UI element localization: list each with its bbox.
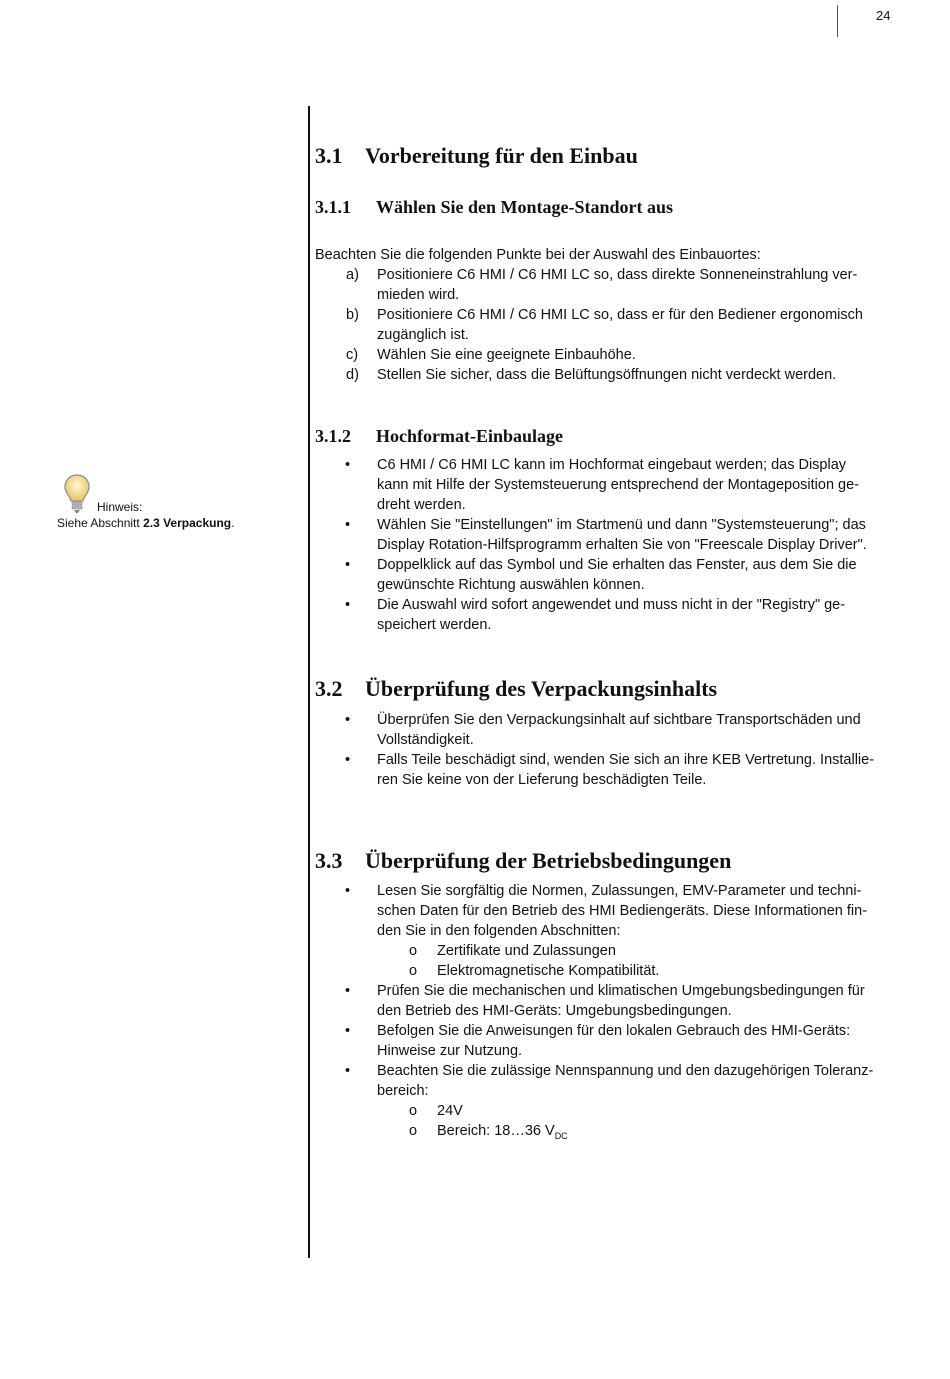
list-item [315,555,890,595]
section-3-2-heading [315,676,717,702]
note-reference: 2.3 Verpackung [143,516,232,530]
list-item [315,710,890,750]
sub-bullet-icon: o [409,963,418,979]
section-number: 3.3 [315,848,343,873]
lightbulb-icon [63,473,91,515]
list-line: gewünschte Richtung auswählen können. [377,577,645,593]
list-line: Stellen Sie sicher, dass die Belüftungsöffnungen nicht verdeckt werden. [377,367,837,383]
list-marker: c) [346,347,359,363]
list-line: Prüfen Sie die mechanischen und klimatischen Umgebungsbedingungen für [377,983,865,999]
list-line: kann mit Hilfe der Systemsteuerung entsprechend der Montageposition ge- [377,477,859,493]
list-line: Display Rotation-Hilfsprogramm erhalten Sie von "Freescale Display Driver". [377,537,867,553]
list-item [315,265,890,305]
list-line: dreht werden. [377,497,466,513]
list-item [315,365,890,385]
list-item [315,305,890,345]
sub-bullet-icon: o [409,1123,418,1139]
list-line: C6 HMI / C6 HMI LC kann im Hochformat eingebaut werden; das Display [377,457,847,473]
bullet-icon: • [345,1063,351,1079]
bullet-icon: • [345,712,351,728]
bullet-icon: • [345,1023,351,1039]
list-line: Positioniere C6 HMI / C6 HMI LC so, dass er für den Bediener ergonomisch [377,307,863,323]
section-title: Überprüfung der Betriebsbedingungen [365,848,732,873]
list-marker: b) [346,307,359,323]
list-line: Überprüfen Sie den Verpackungsinhalt auf sichtbare Transportschäden und [377,712,861,728]
section-3-1-2-heading [315,426,563,447]
list-line: Doppelklick auf das Symbol und Sie erhalten das Fenster, aus dem Sie die [377,557,857,573]
bullet-icon: • [345,752,351,768]
list-item [315,750,890,790]
bullet-icon: • [345,983,351,999]
sub-list-text: 24V [437,1103,463,1119]
note-text-prefix: Siehe Abschnitt [57,516,144,530]
sub-bullet-icon: o [409,1103,418,1119]
list-line: mieden wird. [377,287,460,303]
section-number: 3.1 [315,143,343,168]
section-3-3-heading [315,848,731,874]
sub-list-item [315,1101,890,1121]
voltage-subscript: DC [554,1130,568,1141]
list-item [315,455,890,515]
bullet-icon: • [345,597,351,613]
list-line: den Sie in den folgenden Abschnitten: [377,923,621,939]
section-title: Überprüfung des Verpackungsinhalts [365,676,718,701]
list-line: zugänglich ist. [377,327,469,343]
list-line: bereich: [377,1083,429,1099]
section-3-1-1-heading [315,197,673,218]
list-item [315,515,890,555]
sub-list-item [315,1121,890,1146]
sub-list-item [315,941,890,961]
list-item [315,881,890,981]
note-title: Hinweis: [97,500,143,514]
bullet-icon: • [345,517,351,533]
list-item [315,981,890,1021]
bullet-icon: • [345,557,351,573]
list-line: ren Sie keine von der Lieferung beschädigten Teile. [377,772,707,788]
list-line: Wählen Sie "Einstellungen" im Startmenü und dann "Systemsteuerung"; das [377,517,866,533]
list-line: Wählen Sie eine geeignete Einbauhöhe. [377,347,636,363]
section-title: Wählen Sie den Montage-Standort aus [376,197,674,217]
bullet-icon: • [345,883,351,899]
section-3-1-heading [315,143,638,169]
section-3-2-list [315,710,890,790]
sub-list-text: Elektromagnetische Kompatibilität. [437,963,660,979]
list-line: Die Auswahl wird sofort angewendet und muss nicht in der "Registry" ge- [377,597,846,613]
section-number: 3.1.2 [315,426,351,446]
section-number: 3.2 [315,676,343,701]
list-line: den Betrieb des HMI-Geräts: Umgebungsbedingungen. [377,1003,732,1019]
list-line: Vollständigkeit. [377,732,474,748]
list-marker: a) [346,267,359,283]
sub-list-item [315,961,890,981]
page-number-rule [837,5,838,37]
list-line: Lesen Sie sorgfältig die Normen, Zulassungen, EMV-Parameter und techni- [377,883,862,899]
sub-bullet-icon: o [409,943,418,959]
page-number: 24 [876,8,891,23]
sub-list [377,1101,890,1146]
section-number: 3.1.1 [315,197,351,217]
section-title: Vorbereitung für den Einbau [365,143,638,168]
section-3-1-1-list [315,265,890,385]
list-item [315,1061,890,1146]
list-line: Falls Teile beschädigt sind, wenden Sie sich an ihre KEB Vertretung. Installie- [377,752,875,768]
section-title: Hochformat-Einbaulage [376,426,563,446]
sub-list [377,941,890,981]
margin-rule [308,106,310,1258]
list-item [315,345,890,365]
list-line: speichert werden. [377,617,492,633]
list-item [315,1021,890,1061]
note-text-suffix: . [231,516,235,530]
section-3-1-1-intro: Beachten Sie die folgenden Punkte bei der Auswahl des Einbauortes: [315,247,761,263]
list-marker: d) [346,367,359,383]
bullet-icon: • [345,457,351,473]
voltage-range: Bereich: 18…36 V [437,1123,555,1139]
list-item [315,595,890,635]
list-line: Beachten Sie die zulässige Nennspannung und den dazugehörigen Toleranz- [377,1063,874,1079]
section-3-3-list [315,881,890,1146]
sub-list-text: Zertifikate und Zulassungen [437,943,616,959]
list-line: Befolgen Sie die Anweisungen für den lokalen Gebrauch des HMI-Geräts: [377,1023,851,1039]
list-line: schen Daten für den Betrieb des HMI Bediengeräts. Diese Informationen fin- [377,903,868,919]
note-text [57,516,234,530]
list-line: Hinweise zur Nutzung. [377,1043,523,1059]
list-line: Positioniere C6 HMI / C6 HMI LC so, dass direkte Sonneneinstrahlung ver- [377,267,858,283]
section-3-1-2-list [315,455,890,635]
